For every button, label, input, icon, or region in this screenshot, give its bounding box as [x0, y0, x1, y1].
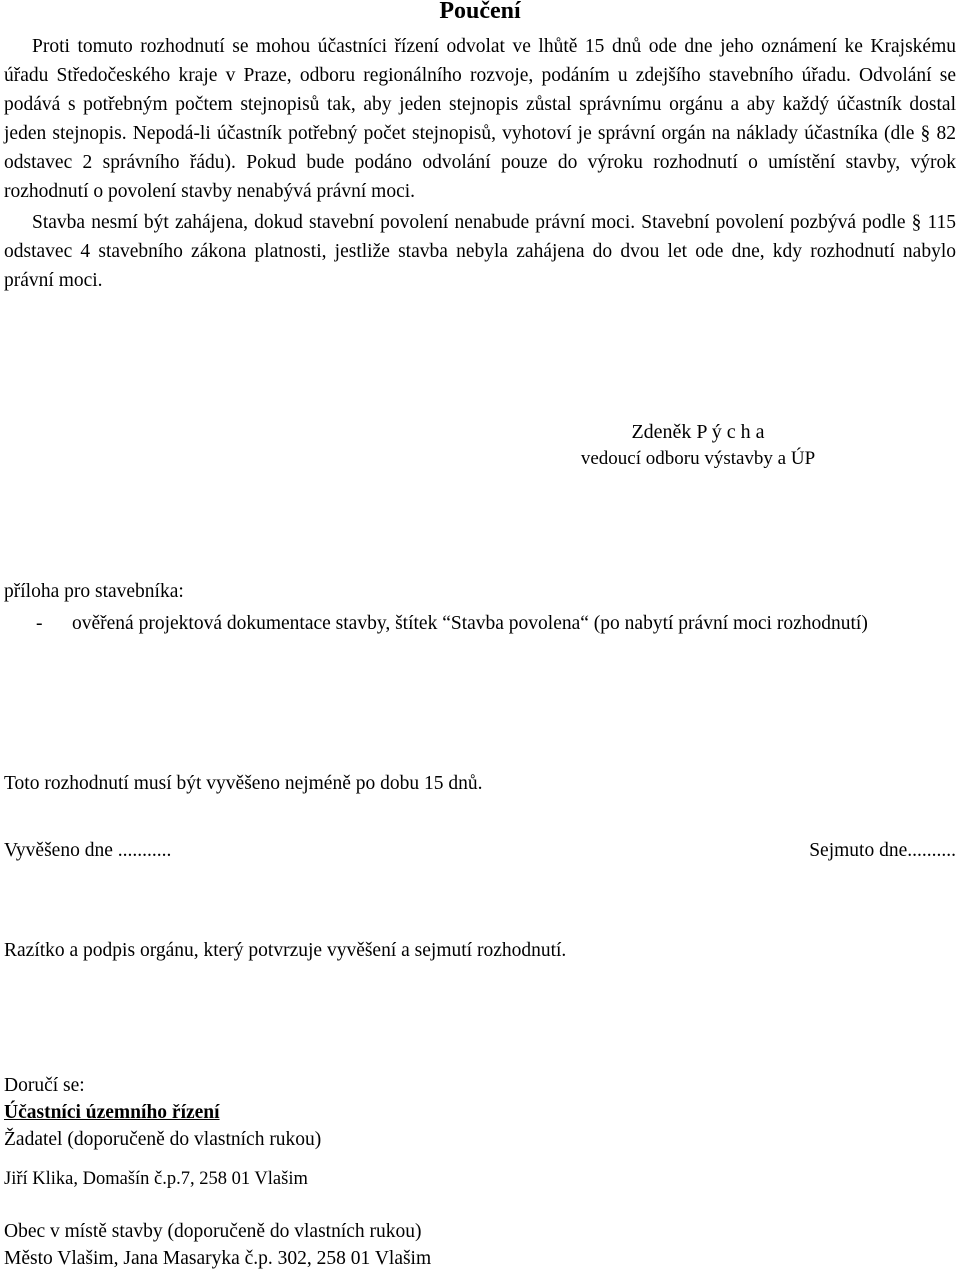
signer-role: vedoucí odboru výstavby a ÚP: [580, 448, 816, 469]
attachment-heading: příloha pro stavebníka:: [4, 581, 184, 602]
stamp-signature-line: Razítko a podpis orgánu, který potvrzuje vyvěšení a sejmutí rozhodnutí.: [4, 940, 567, 961]
applicant-label: Žadatel (doporučeně do vlastních rukou): [4, 1129, 322, 1150]
posted-on-field: Vyvěšeno dne ...........: [4, 840, 172, 861]
attachment-item: ověřená projektová dokumentace stavby, štítek “Stavba povolena“ (po nabytí právní moci rozhodnutí): [72, 613, 868, 634]
attachment-bullet: -: [36, 613, 43, 634]
delivery-group: Účastníci územního řízení: [4, 1102, 220, 1123]
applicant-address: Jiří Klika, Domašín č.p.7, 258 01 Vlašim: [4, 1169, 308, 1189]
municipality-address: Město Vlašim, Jana Masaryka č.p. 302, 258 01 Vlašim: [4, 1248, 432, 1269]
appeal-paragraph: Proti tomuto rozhodnutí se mohou účastníci řízení odvolat ve lhůtě 15 dnů ode dne jeho oznámení ke Krajskému úřadu Středočeského kraje v Praze, odboru regionálního rozvoje, podáním u zdejšího stavebního úřadu. Odvolání se podává s potřebným počtem stejnopisů tak, aby jeden stejnopis zůstal správnímu orgánu a aby každý účastník dostal jeden stejnopis. Nepodá-li účastník potřebný počet stejnopisů, vyhotoví je správní orgán na náklady účastníka (dle § 82 odstavec 2 správního řádu). Pokud bude podáno odvolání pouze do výroku rozhodnutí o umístění stavby, výrok rozhodnutí o povolení stavby nenabývá právní moci.: [4, 36, 956, 202]
removed-on-field: Sejmuto dne..........: [809, 840, 956, 861]
signer-name: Zdeněk P ý c h a: [631, 421, 765, 443]
appeal-instructions: [4, 32, 956, 295]
delivery-heading: Doručí se:: [4, 1075, 85, 1096]
posting-notice: Toto rozhodnutí musí být vyvěšeno nejméně po dobu 15 dnů.: [4, 773, 483, 794]
validity-paragraph: Stavba nesmí být zahájena, dokud stavební povolení nenabude právní moci. Stavební povolení pozbývá podle § 115 odstavec 4 stavebního zákona platnosti, jestliže stavba nebyla zahájena do dvou let ode dne, kdy rozhodnutí nabylo právní moci.: [4, 212, 956, 291]
document-title: Poučení: [439, 0, 521, 24]
municipality-label: Obec v místě stavby (doporučeně do vlastních rukou): [4, 1221, 422, 1242]
